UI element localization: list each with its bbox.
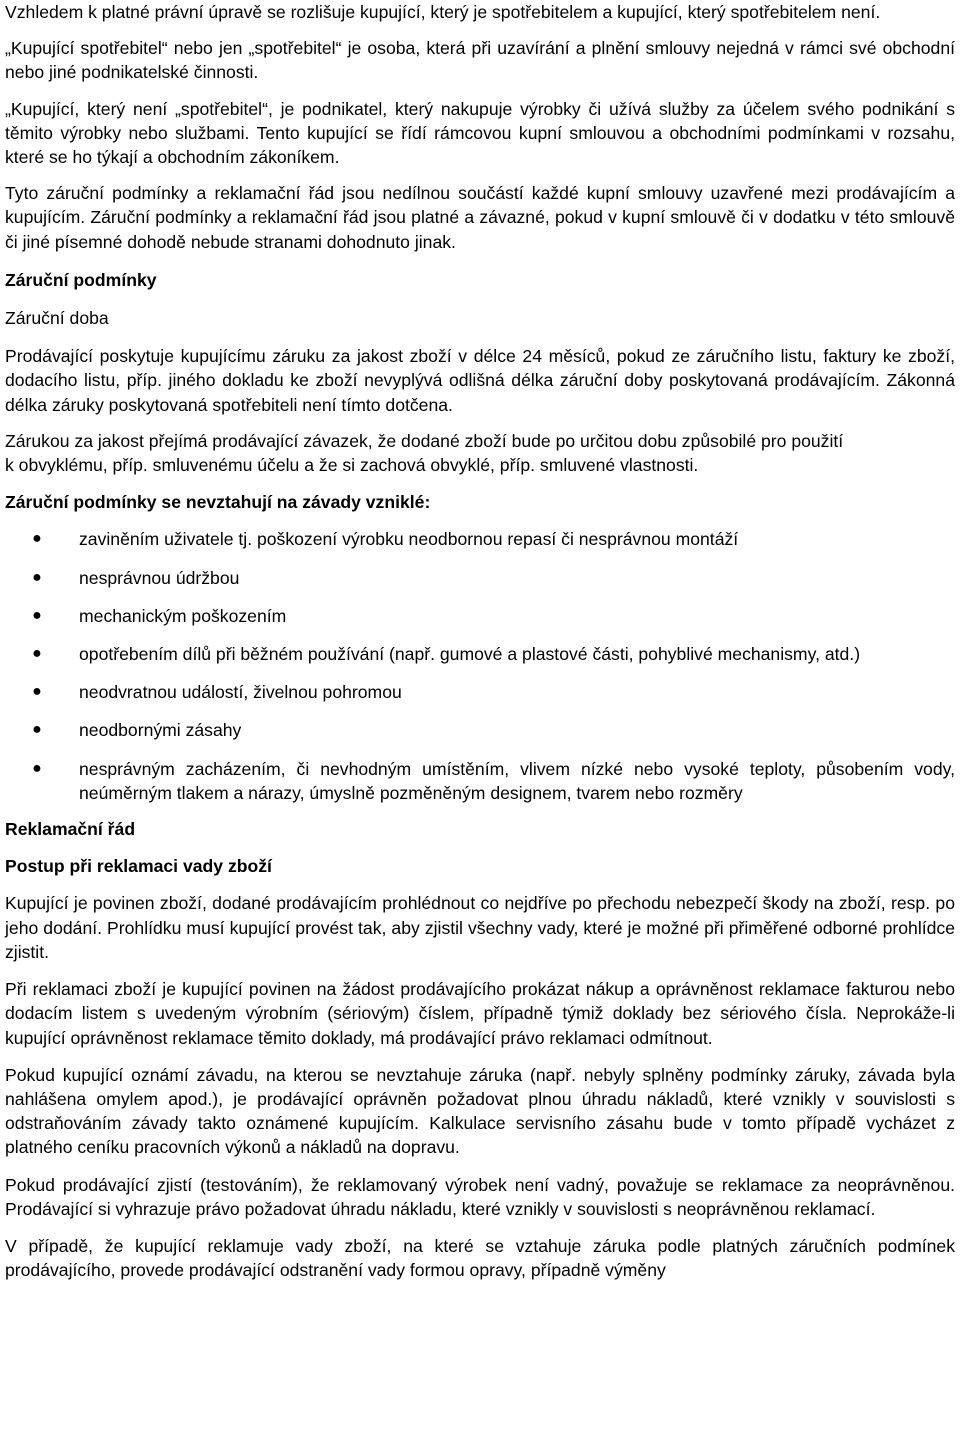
- list-item: [5, 566, 955, 590]
- list-item-text: neodbornými zásahy: [79, 720, 242, 741]
- bullet-icon: ●: [32, 568, 42, 586]
- list-item-text: opotřebením dílů při běžném používání (např. gumové a plastové části, pohyblivé mechanismy, atd.): [79, 644, 861, 665]
- list-item: [5, 718, 955, 742]
- non-consumer-definition-paragraph: „Kupující, který není „spotřebitel“, je podnikatel, který nakupuje výrobky či užívá služby za účelem svého podnikání s těmito výrobky nebo službami. Tento kupující se řídí rámcovou kupní smlouvou a obchodními podmínkami v rozsahu, které se ho týkají a obchodním zákoníkem.: [5, 98, 955, 168]
- warranty-period-subheading: Záruční doba: [5, 308, 109, 329]
- list-item: [5, 757, 955, 805]
- proof-of-purchase-paragraph: Při reklamaci zboží je kupující povinen na žádost prodávajícího prokázat nákup a oprávněnost reklamace fakturou nebo dodacím listem s uvedeným výrobním (sériovým) číslem, případně týmiž doklady bez sériového čísla. Neprokáže-li kupující oprávněnost reklamace těmito doklady, má prodávající právo reklamaci odmítnout.: [5, 979, 955, 1048]
- repair-paragraph: V případě, že kupující reklamuje vady zboží, na které se vztahuje záruka podle platných záručních podmínek prodávajícího, provede prodávající odstranění vady formou opravy, případně výměny: [5, 1235, 955, 1281]
- list-item-text: mechanickým poškozením: [79, 605, 287, 626]
- list-item-text: nesprávnou údržbou: [79, 567, 240, 588]
- warranty-heading: Záruční podmínky: [5, 269, 157, 290]
- exclusions-list: [5, 527, 955, 805]
- list-item: [5, 680, 955, 704]
- claims-heading: Reklamační řád: [5, 819, 136, 840]
- uncovered-defect-paragraph: Pokud kupující oznámí závadu, na kterou se nevztahuje záruka (např. nebyly splněny podmínky záruky, závada byla nahlášena omylem apod.), je prodávající oprávněn požadovat plnou úhradu nákladů, které vznikly v souvislosti s odstraňováním závady takto oznámené kupujícím. Kalkulace servisního zásahu bude v tomto případě vycházet z platného ceníku pracovních výkonů a nákladů na dopravu.: [5, 1064, 955, 1158]
- bullet-icon: ●: [32, 645, 42, 663]
- list-item: [5, 642, 955, 666]
- inspection-paragraph: Kupující je povinen zboží, dodané prodávajícím prohlédnout co nejdříve po přechodu nebezpečí škody na zboží, resp. po jeho dodání. Prohlídku musí kupující provést tak, aby zjistil všechny vady, které je možné při přiměřené odborné prohlídce zjistit.: [5, 893, 955, 962]
- bullet-icon: ●: [32, 683, 42, 701]
- unjustified-claim-paragraph: Pokud prodávající zjistí (testováním), že reklamovaný výrobek není vadný, považuje se reklamace za neoprávněnou. Prodávající si vyhrazuje právo požadovat úhradu nákladu, které vznikly v souvislosti s neoprávněnou reklamací.: [5, 1174, 955, 1219]
- bullet-icon: ●: [32, 759, 42, 777]
- warranty-obligation-paragraph: Zárukou za jakost přejímá prodávající závazek, že dodané zboží bude po určitou dobu způsobilé pro použití: [5, 430, 844, 451]
- bullet-icon: ●: [32, 606, 42, 624]
- list-item-text: zaviněním uživatele tj. poškození výrobku neodbornou repasí či nesprávnou montáží: [79, 529, 739, 550]
- document-page: [5, 0, 955, 1282]
- terms-validity-paragraph: Tyto záruční podmínky a reklamační řád jsou nedílnou součástí každé kupní smlouvy uzavřené mezi prodávajícím a kupujícím. Záruční podmínky a reklamační řád jsou platné a závazné, pokud v kupní smlouvě či v dodatku v této smlouvě či jiné písemné dohodě nebude stranami dohodnuto jinak.: [5, 183, 955, 252]
- claim-procedure-heading: Postup při reklamaci vady zboží: [5, 856, 272, 877]
- intro-paragraph: Vzhledem k platné právní úpravě se rozlišuje kupující, který je spotřebitelem a kupující, který spotřebitelem není.: [5, 2, 881, 22]
- list-item: [5, 604, 955, 628]
- warranty-length-paragraph: Prodávající poskytuje kupujícímu záruku za jakost zboží v délce 24 měsíců, pokud ze záručního listu, faktury ke zboží, dodacího listu, příp. jiného dokladu ke zboží nevyplývá odlišná délka záruční doby poskytovaná prodávajícím. Zákonná délka záruky poskytovaná spotřebiteli není tímto dotčena.: [5, 346, 955, 415]
- list-item-text: neodvratnou událostí, živelnou pohromou: [79, 682, 402, 703]
- consumer-definition-paragraph: „Kupující spotřebitel“ nebo jen „spotřebitel“ je osoba, která při uzavírání a plnění smlouvy nejedná v rámci své obchodní nebo jiné podnikatelské činnosti.: [5, 38, 955, 83]
- bullet-icon: ●: [32, 530, 42, 548]
- exclusions-heading: Záruční podmínky se nevztahují na závady vzniklé:: [5, 492, 431, 513]
- list-item: [5, 527, 955, 551]
- warranty-obligation-continuation: k obvyklému, příp. smluvenému účelu a že si zachová obvyklé, příp. smluvené vlastnosti.: [5, 455, 699, 476]
- list-item-text: nesprávným zacházením, či nevhodným umístěním, vlivem nízké nebo vysoké teploty, působením vody, neúměrným tlakem a nárazy, úmyslně pozměněným designem, tvarem nebo rozměry: [79, 758, 955, 803]
- bullet-icon: ●: [32, 721, 42, 739]
